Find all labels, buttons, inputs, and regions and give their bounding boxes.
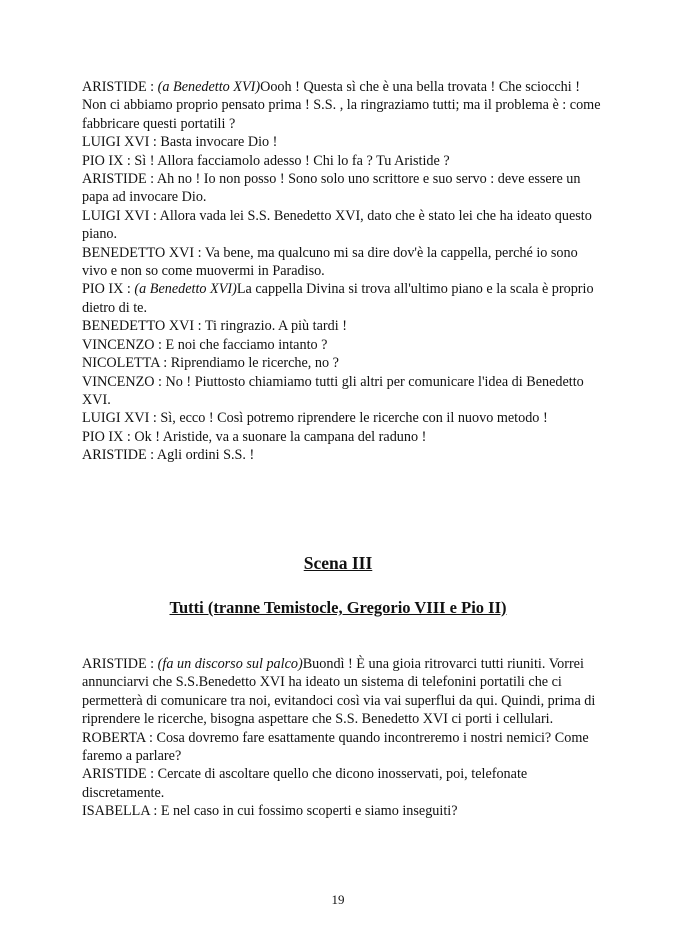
dialogue-line xyxy=(82,280,602,317)
dialogue-line xyxy=(82,373,602,410)
speaker-name: VINCENZO : xyxy=(82,336,166,353)
line-text: No ! Piuttosto chiamiamo tutti gli altri per comunicare l'idea di Benedetto XVI. xyxy=(82,373,584,408)
line-text: Cosa dovremo fare esattamente quando incontreremo i nostri nemici? Come faremo a parlare? xyxy=(82,729,589,765)
speaker-name: ARISTIDE : xyxy=(82,79,158,95)
speaker-name: ARISTIDE : xyxy=(82,656,158,672)
dialogue-line xyxy=(82,409,602,427)
line-text: Cercate di ascoltare quello che dicono inosservati, poi, telefonate discretamente. xyxy=(82,766,528,801)
dialogue-line xyxy=(82,729,602,766)
stage-direction: (a Benedetto XVI) xyxy=(157,79,261,95)
dialogue-line xyxy=(82,152,602,170)
line-text: Allora vada lei S.S. Benedetto XVI, dato che è stato lei che ha ideato questo piano. xyxy=(82,207,592,243)
page-number: 19 xyxy=(331,892,345,907)
dialogue-line xyxy=(82,317,602,335)
line-text: Basta invocare Dio ! xyxy=(160,134,278,151)
speaker-name: VINCENZO : xyxy=(82,373,166,390)
speaker-name: ROBERTA : xyxy=(82,729,157,746)
line-text: E nel caso in cui fossimo scoperti e siamo inseguiti? xyxy=(160,803,458,820)
line-text: Riprendiamo le ricerche, no ? xyxy=(170,355,339,372)
speaker-name: PIO IX : xyxy=(82,152,135,169)
speaker-name: LUIGI XVI : xyxy=(82,134,161,151)
scene-subtitle: Tutti (tranne Temistocle, Gregorio VIII e Pio II) xyxy=(169,598,507,617)
dialogue-line xyxy=(82,802,602,820)
dialogue-block-bottom xyxy=(82,655,602,821)
line-text: Ah no ! Io non posso ! Sono solo uno scrittore e suo servo : deve essere un papa ad invocare Dio. xyxy=(82,171,581,206)
speaker-name: BENEDETTO XVI : xyxy=(82,244,205,261)
line-text: Sì, ecco ! Così potremo riprendere le ricerche con il nuovo metodo ! xyxy=(160,410,548,427)
dialogue-line xyxy=(82,207,602,244)
line-text: Ti ringrazio. A più tardi ! xyxy=(204,318,347,335)
dialogue-block-top xyxy=(82,78,602,465)
speaker-name: ISABELLA : xyxy=(82,803,161,820)
line-text: E noi che facciamo intanto ? xyxy=(165,336,328,353)
speaker-name: LUIGI XVI : xyxy=(82,207,160,224)
dialogue-line xyxy=(82,336,602,354)
speaker-name: ARISTIDE : xyxy=(82,447,157,464)
dialogue-line xyxy=(82,446,602,464)
dialogue-line xyxy=(82,428,602,446)
line-text: Agli ordini S.S. ! xyxy=(156,447,255,464)
speaker-name: LUIGI XVI : xyxy=(82,410,161,427)
speaker-name: ARISTIDE : xyxy=(82,171,157,188)
stage-direction: (a Benedetto XVI) xyxy=(134,281,237,298)
speaker-name: BENEDETTO XVI : xyxy=(82,318,205,335)
speaker-name: ARISTIDE : xyxy=(82,766,158,783)
dialogue-line xyxy=(82,354,602,372)
stage-direction: (fa un discorso sul palco) xyxy=(157,656,303,672)
dialogue-line xyxy=(82,655,602,729)
line-text: Sì ! Allora facciamolo adesso ! Chi lo fa ? Tu Aristide ? xyxy=(134,152,450,169)
line-text: La cappella Divina si trova all'ultimo piano e la scala è proprio dietro di te. xyxy=(82,281,594,316)
line-text: Va bene, ma qualcuno mi sa dire dov'è la cappella, perché io sono vivo e non so come muovermi in Paradiso. xyxy=(82,244,578,280)
speaker-name: PIO IX : xyxy=(82,281,135,298)
speaker-name: PIO IX : xyxy=(82,428,135,445)
scene-title: Scena III xyxy=(303,553,373,573)
dialogue-line xyxy=(82,78,602,133)
dialogue-line xyxy=(82,244,602,281)
dialogue-line xyxy=(82,170,602,207)
line-text: Buondì ! È una gioia ritrovarci tutti riuniti. Vorrei annunciarvi che S.S.Benedetto XVI ha ideato un sistema di telefonini portatili che ci permetterà di comunicare tra noi, evitandoci così via vai superflui da qui. Quindi, prima di riprendere le ricerche, bisogna aspettare che S.S. Benedetto XVI ci porti i cellulari. xyxy=(82,656,596,728)
dialogue-line xyxy=(82,133,602,151)
speaker-name: NICOLETTA : xyxy=(82,355,171,372)
line-text: Oooh ! Questa sì che è una bella trovata ! Che sciocchi ! Non ci abbiamo proprio pensato prima ! S.S. , la ringraziamo tutti; ma il problema è : come fabbricare questi portatili ? xyxy=(82,79,601,132)
line-text: Ok ! Aristide, va a suonare la campana del raduno ! xyxy=(134,428,427,445)
dialogue-line xyxy=(82,765,602,802)
